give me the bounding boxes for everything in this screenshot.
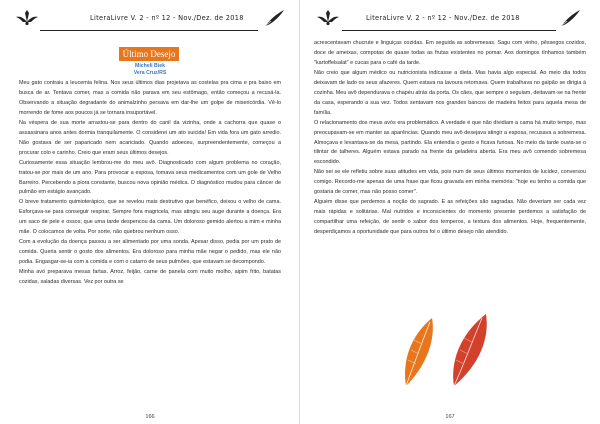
header-text: LiteraLivre V. 2 - nº 12 - Nov./Dez. de 2018 (366, 14, 520, 22)
paragraph: Alguém disse que perdemos a noção do sagrado. E as refeições são sagradas. Não deveriam ser cada vez mais rápidas e solitárias. Mal nutridos e inconscientes do momento presente perdemos a satisfação de compartilhar uma refeição, de sentir o sabor dos temperos, a textura dos alimentos. Hoje, frequentemente, desperdiçamos a oportunidade que para outros foi o último desejo não atendido. (314, 199, 586, 236)
page-number: 166 (145, 414, 155, 420)
paragraph: O relacionamento dos meus avós era problemático. A verdade é que não dividiam a cama há muito tempo, mas preocupavam-se em manter as aparências. Quando meu avô desejava atingir a esposa, recusava a sobremesa. Almoçava e levantava-se da mesa, partindo. Ela entendia o gesto e ficava furiosa. No meio da tarde ouvia-se o tilintar de talheres. Alguém estava parado na frente da geladeira aberta. Era meu avô comendo sobremesa escondido. (314, 119, 586, 166)
winged-logo-icon (15, 8, 39, 28)
paragraph: Com a evolução da doença passou a ser alimentado por uma sonda. Apesar disso, pedia por um prato de comida. Queria sentir o gosto dos alimentos. Era doloroso para minha mãe negar o pedido, mas ele não podia. Engasgar-se-ia com a comida e com o catarro de seus pulmões, que estavam se decompondo. (19, 239, 281, 266)
paragraph: Meu gato contraiu a leucemia felina. Nos seus últimos dias projetava as costelas pra cima e pra baixo em busca de ar. Tentava comer, mas a comida não parava em seu estômago, então começou a recusá-la. Observando a situação degradante do animalzinho persava em dar-lhe um golpe de misericórdia. Vê-lo morrendo de fome aos poucos já se tornara insuportável. (19, 80, 281, 116)
quill-logo-icon (262, 8, 286, 28)
header-rule (342, 30, 556, 31)
red-quill-icon (453, 314, 487, 386)
paragraph: Não sei se ele refletiu sobre suas atitudes em vida, pois num de seus últimos momentos de lucidez, conversou comigo. Recordo-me apenas de uma frase que ficou gravada em minha memória: "hoje eu tenho a comida que gostaria de comer, mas não posso comer". (314, 169, 586, 196)
paragraph: Na véspera de sua morte arrastou-se para dentro do canil da vizinha, onde a cachorra que quase o assassinara anos antes dormia tranquilamente. O considerei um ato suicida! Em vida fora um gato arredio. Não gostava de ser paparicado nem acariciado. Quando adoeceu, surpreendentemente, começou a procurar colo e carinho. Creio que eram seus últimos desejos. (19, 119, 281, 156)
winged-logo-icon (316, 8, 340, 28)
right-body-column (314, 39, 586, 238)
header-text: LiteraLivre V. 2 - nº 12 - Nov./Dez. de 2018 (90, 14, 244, 22)
paragraph: Não creio que algum médico ou nutricionista indicasse a dieta. Mas havia algo especial. Ao meio dia todos deixavam de lado os seus afazeres. Quem estava na lavoura retornava. Quem trabalhava no galpão se dirigia à cozinha. Meu avô dependurava o chapéu atrás da porta. Os cães, que sempre o seguiam, deitavam-se na frente da casa, esperando a sua vez. Todos sentavam nos grandes bancos de madeira feitos para aquela mesa de família. (314, 69, 586, 116)
left-header (0, 8, 300, 30)
paragraph: acrescentavam chucrute e linguiças cozidas. Em seguida as sobremesas. Sagu com vinho, pêssegos cozidos, doce de ameixas, compotas de quase todas as frutas existentes no pomar. Aos domingos tínhamos também "kartoffelsalat" e cucas para o café da tarde. (314, 40, 586, 66)
quill-illustration (392, 300, 502, 390)
paragraph: O breve tratamento quimioterápico, que se revelou mais destrutivo que benéfico, deixou o velho de cama. Esforçava-se para conseguir respirar. Sempre fora magricela, mas atingiu seu auge durante a doença. Era um saco de pele e ossos; que uma tarde despencou da cama. Um doloroso gemido alertou a mim e minha mãe. O colocamos de volta. Por sorte, não quebrou nenhum osso. (19, 199, 281, 236)
page-number: 167 (445, 414, 455, 420)
header-rule (40, 30, 258, 31)
right-header (300, 8, 600, 30)
left-body-column (19, 79, 281, 288)
article-title: Último Desejo (119, 47, 179, 61)
paragraph: Curiosamente essa situação lembrou-me do meu avô. Diagnosticado com algum problema no coração, tratou-se por mais de um ano. Para provocar a esposa, tomava seus medicamentos com um gole de Velho Barreiro. Percebendo a piora constante, buscou nova opinião médica. O diagnóstico mudou para câncer de pulmão em estágio avançado. (19, 159, 281, 196)
author-location: Vera Cruz/RS (133, 70, 167, 76)
orange-quill-icon (405, 318, 433, 386)
author-name: Micheli Biek (135, 63, 165, 69)
right-page (300, 0, 600, 424)
quill-logo-icon (558, 8, 582, 28)
paragraph: Minha avó preparava mesas fartas. Arroz, feijão, carne de panela com muito molho, aipim frito, batatas cozidas, saladas diversas. Vez por outra se (19, 269, 281, 286)
